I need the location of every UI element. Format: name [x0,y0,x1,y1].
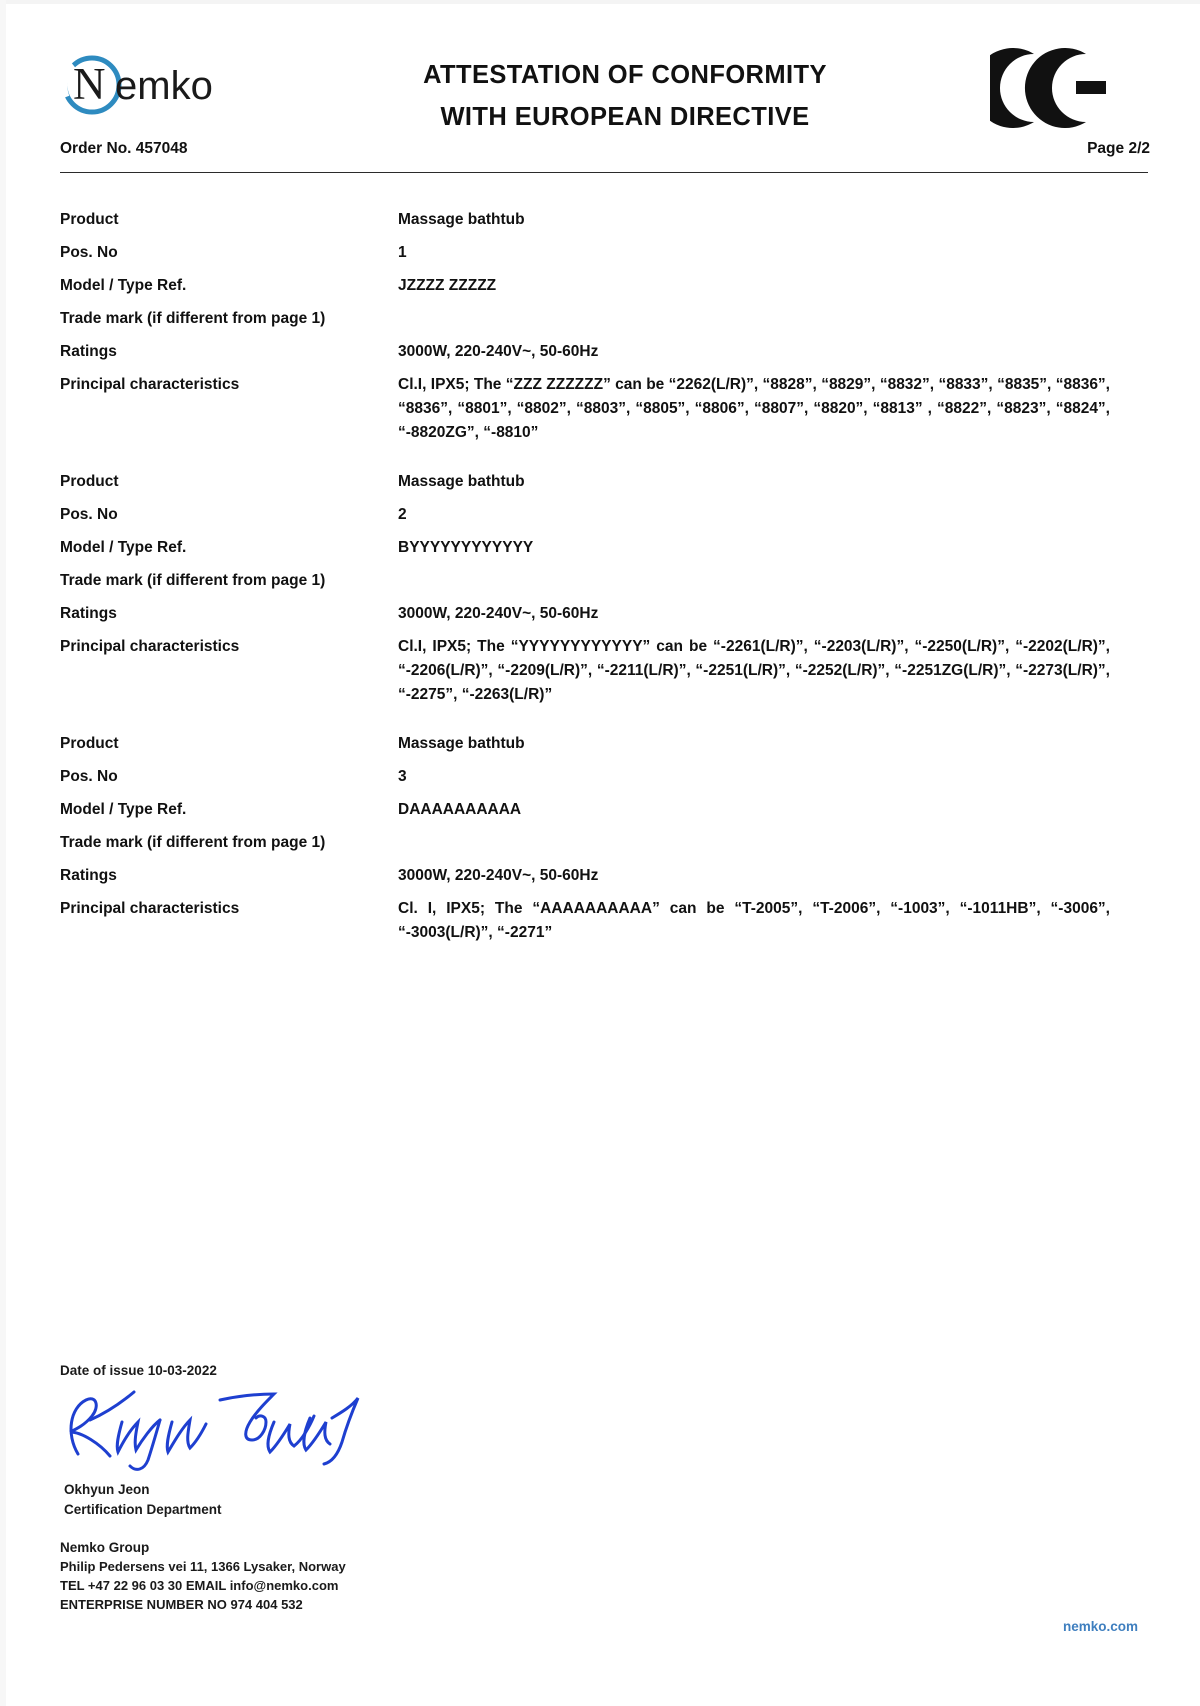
company-address: Philip Pedersens vei 11, 1366 Lysaker, Norway [60,1559,346,1574]
field-row-characteristics [60,897,1150,945]
field-row-pos-no [60,503,1150,526]
signer-department: Certification Department [64,1502,222,1517]
svg-text:N: N [73,59,106,109]
field-row-characteristics [60,373,1150,445]
company-enterprise-number: ENTERPRISE NUMBER NO 974 404 532 [60,1597,303,1612]
document-body [60,208,1150,970]
field-label-product: Product [60,735,119,752]
header-divider [60,172,1148,173]
field-value-product: Massage bathtub [398,735,525,752]
field-value-ratings: 3000W, 220-240V~, 50-60Hz [398,867,599,884]
page-edge-top [0,0,1200,4]
field-row-trade-mark [60,831,1150,854]
field-label-trade-mark: Trade mark (if different from page 1) [60,572,326,589]
field-label-product: Product [60,473,119,490]
website-link[interactable]: nemko.com [1062,1619,1138,1634]
field-value-model: BYYYYYYYYYYYY [398,539,534,556]
field-row-model [60,536,1150,559]
signature-image [60,1382,390,1474]
field-value-characteristics: Cl. I, IPX5; The “AAAAAAAAAA” can be “T-2005”, “T-2006”, “-1003”, “-1011HB”, “-3006”, “-3003(L/R)”, “-2271” [398,900,1110,941]
signer-name: Okhyun Jeon [64,1482,150,1497]
field-label-product: Product [60,211,119,228]
company-name: Nemko Group [60,1540,150,1555]
product-block [60,470,1150,707]
field-row-pos-no [60,765,1150,788]
page-edge-left [0,0,6,1706]
field-value-pos-no: 2 [398,506,407,523]
document-header [60,26,1150,136]
field-value-characteristics: Cl.I, IPX5; The “ZZZ ZZZZZZ” can be “2262(L/R)”, “8828”, “8829”, “8832”, “8833”, “8835”, “8836”, “8836”, “8801”, “8802”, “8803”, “8805”, “8806”, “8807”, “8820”, “8813” , “8822”, “8823”, “8824”, “-8820ZG”, “-8810” [398,376,1110,441]
field-row-characteristics [60,635,1150,707]
company-contact: TEL +47 22 96 03 30 EMAIL info@nemko.com [60,1578,339,1593]
svg-text:emko: emko [115,64,213,108]
field-value-model: DAAAAAAAAAA [398,801,522,818]
field-label-pos-no: Pos. No [60,506,118,523]
field-value-product: Massage bathtub [398,473,525,490]
field-value-ratings: 3000W, 220-240V~, 50-60Hz [398,343,599,360]
product-block [60,732,1150,945]
field-row-trade-mark [60,569,1150,592]
field-row-ratings [60,864,1150,887]
company-details [60,1538,1150,1614]
field-row-model [60,274,1150,297]
field-label-characteristics: Principal characteristics [60,900,240,917]
field-row-ratings [60,602,1150,625]
field-label-trade-mark: Trade mark (if different from page 1) [60,834,326,851]
page-title-line-1: ATTESTATION OF CONFORMITY [423,61,827,89]
field-label-pos-no: Pos. No [60,244,118,261]
field-label-model: Model / Type Ref. [60,277,187,294]
field-value-model: JZZZZ ZZZZZ [398,277,497,294]
page-title-line-2: WITH EUROPEAN DIRECTIVE [440,103,810,131]
field-value-characteristics: Cl.I, IPX5; The “YYYYYYYYYYYY” can be “-2261(L/R)”, “-2203(L/R)”, “-2250(L/R)”, “-2202(L/R)”, “-2206(L/R)”, “-2209(L/R)”, “-2211(L/R)”, “-2251(L/R)”, “-2252(L/R)”, “-2251ZG(L/R)”, “-2273(L/R)”, “-2275”, “-2263(L/R)” [398,638,1110,703]
field-label-model: Model / Type Ref. [60,801,187,818]
field-row-trade-mark [60,307,1150,330]
field-label-ratings: Ratings [60,867,117,884]
ce-mark-icon [990,48,1110,128]
field-row-pos-no [60,241,1150,264]
field-label-characteristics: Principal characteristics [60,376,240,393]
field-value-pos-no: 3 [398,768,407,785]
field-label-trade-mark: Trade mark (if different from page 1) [60,310,326,327]
page-number: Page 2/2 [1087,140,1150,157]
field-value-ratings: 3000W, 220-240V~, 50-60Hz [398,605,599,622]
field-row-model [60,798,1150,821]
field-value-product: Massage bathtub [398,211,525,228]
order-row [60,140,1150,170]
document-footer [60,1363,1150,1614]
field-label-model: Model / Type Ref. [60,539,187,556]
field-row-product [60,732,1150,755]
field-row-product [60,470,1150,493]
product-block [60,208,1150,445]
field-row-product [60,208,1150,231]
date-of-issue: Date of issue 10-03-2022 [60,1363,217,1378]
nemko-logo [60,54,310,116]
field-label-ratings: Ratings [60,605,117,622]
page-title [335,54,915,138]
field-label-pos-no: Pos. No [60,768,118,785]
field-label-characteristics: Principal characteristics [60,638,240,655]
field-value-pos-no: 1 [398,244,407,261]
field-label-ratings: Ratings [60,343,117,360]
order-number: Order No. 457048 [60,140,188,157]
field-row-ratings [60,340,1150,363]
